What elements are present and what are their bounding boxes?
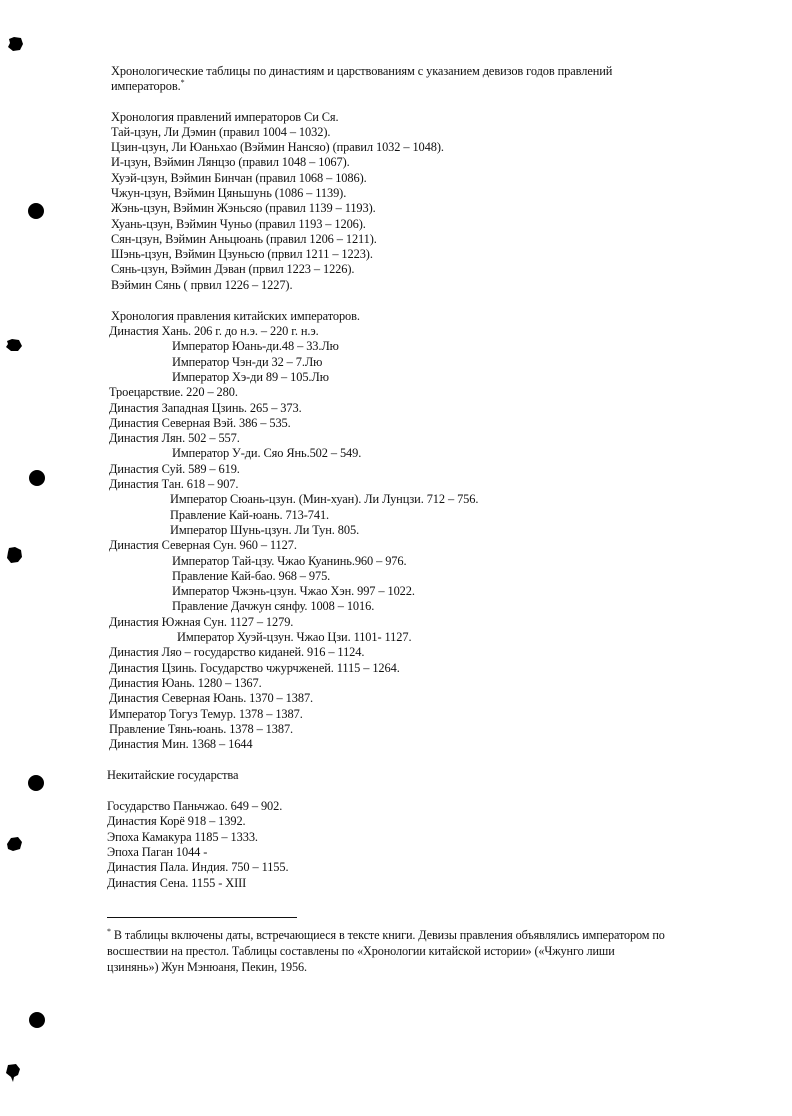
footnote-mark: *: [180, 77, 185, 87]
list-item: Цзин-цзун, Ли Юаньхао (Вэймин Нансяо) (правил 1032 – 1048).: [111, 140, 444, 154]
footnote-text: В таблицы включены даты, встречающиеся в тексте книги. Девизы правления объявлялись императором по: [110, 928, 665, 942]
list-item: Эпоха Камакура 1185 – 1333.: [107, 830, 258, 844]
list-item: Шэнь-цзун, Вэймин Цзуньсю (првил 1211 – 1223).: [111, 247, 373, 261]
list-item: Династия Цзинь. Государство чжурчженей. 1115 – 1264.: [109, 661, 400, 675]
section-heading: Хронология правления китайских императоров.: [111, 309, 360, 323]
intro-line: Хронологические таблицы по династиям и царствованиям с указанием девизов годов правлений: [111, 64, 613, 78]
binder-hole-icon: [4, 1063, 22, 1083]
list-item: Династия Северная Вэй. 386 – 535.: [109, 416, 291, 430]
intro-text: императоров.: [111, 79, 181, 93]
section-heading: Хронология правлений императоров Си Ся.: [111, 110, 339, 124]
binder-hole-icon: [29, 1012, 45, 1028]
binder-hole-icon: [29, 470, 45, 486]
list-item: Династия Северная Сун. 960 – 1127.: [109, 538, 297, 552]
list-item: Династия Корё 918 – 1392.: [107, 814, 246, 828]
list-item: Император Тай-цзу. Чжао Куанинь.960 – 976.: [172, 554, 407, 568]
list-item: Династия Суй. 589 – 619.: [109, 462, 240, 476]
binder-hole-icon: [28, 203, 44, 219]
list-item: Династия Хань. 206 г. до н.э. – 220 г. н.э.: [109, 324, 319, 338]
list-item: Император Чжэнь-цзун. Чжао Хэн. 997 – 1022.: [172, 584, 415, 598]
list-item: Династия Мин. 1368 – 1644: [109, 737, 253, 751]
list-item: Правление Кай-бао. 968 – 975.: [172, 569, 331, 583]
footnote-mark: *: [107, 926, 111, 936]
list-item: Император Тогуз Темур. 1378 – 1387.: [109, 707, 303, 721]
binder-hole-icon: [28, 775, 44, 791]
list-item: Император Хэ-ди 89 – 105.Лю: [172, 370, 329, 384]
list-item: И-цзун, Вэймин Лянцзо (правил 1048 – 1067).: [111, 155, 350, 169]
list-item: Тай-цзун, Ли Дэмин (правил 1004 – 1032).: [111, 125, 331, 139]
list-item: Правление Тянь-юань. 1378 – 1387.: [109, 722, 294, 736]
list-item: Династия Юань. 1280 – 1367.: [109, 676, 262, 690]
list-item: Династия Сена. 1155 - XIII: [107, 876, 247, 890]
list-item: Династия Ляо – государство киданей. 916 – 1124.: [109, 645, 365, 659]
list-item: Вэймин Сянь ( првил 1226 – 1227).: [111, 278, 293, 292]
binder-hole-icon: [5, 546, 23, 564]
list-item: Сян-цзун, Вэймин Аньцюань (правил 1206 – 1211).: [111, 232, 377, 246]
binder-hole-icon: [6, 36, 24, 52]
list-item: Правление Кай-юань. 713-741.: [170, 508, 330, 522]
list-item: Эпоха Паган 1044 -: [107, 845, 208, 859]
list-item: Император Юань-ди.48 – 33.Лю: [172, 339, 339, 353]
intro-line: [111, 79, 184, 94]
list-item: Хуань-цзун, Вэймин Чуньо (правил 1193 – 1206).: [111, 217, 366, 231]
list-item: Троецарствие. 220 – 280.: [109, 385, 238, 399]
list-item: Хуэй-цзун, Вэймин Бинчан (правил 1068 – 1086).: [111, 171, 367, 185]
list-item: Династия Северная Юань. 1370 – 1387.: [109, 691, 314, 705]
list-item: Император Сюань-цзун. (Мин-хуан). Ли Лунцзи. 712 – 756.: [170, 492, 479, 506]
list-item: Жэнь-цзун, Вэймин Жэньсяо (правил 1139 – 1193).: [111, 201, 376, 215]
list-item: Династия Южная Сун. 1127 – 1279.: [109, 615, 294, 629]
binder-hole-icon: [5, 836, 23, 852]
list-item: Государство Паньчжао. 649 – 902.: [107, 799, 283, 813]
list-item: Император У-ди. Сяо Янь.502 – 549.: [172, 446, 362, 460]
list-item: Император Хуэй-цзун. Чжао Цзи. 1101- 1127.: [177, 630, 412, 644]
footnote-line: [107, 928, 665, 943]
footnote-divider: [107, 917, 297, 918]
footnote-line: цзинянь») Жун Мэнюаня, Пекин, 1956.: [107, 960, 307, 974]
section-heading: Некитайские государства: [107, 768, 239, 782]
list-item: Династия Тан. 618 – 907.: [109, 477, 239, 491]
footnote-line: восшествии на престол. Таблицы составлены по «Хронологии китайской истории» («Чжунго лиши: [107, 944, 615, 958]
list-item: Чжун-цзун, Вэймин Цяньшунь (1086 – 1139).: [111, 186, 347, 200]
list-item: Династия Лян. 502 – 557.: [109, 431, 240, 445]
list-item: Династия Западная Цзинь. 265 – 373.: [109, 401, 302, 415]
list-item: Династия Пала. Индия. 750 – 1155.: [107, 860, 289, 874]
binder-hole-icon: [5, 337, 23, 353]
list-item: Правление Дачжун сянфу. 1008 – 1016.: [172, 599, 375, 613]
list-item: Сянь-цзун, Вэймин Дэван (првил 1223 – 1226).: [111, 262, 355, 276]
list-item: Император Шунь-цзун. Ли Тун. 805.: [170, 523, 360, 537]
list-item: Император Чэн-ди 32 – 7.Лю: [172, 355, 323, 369]
